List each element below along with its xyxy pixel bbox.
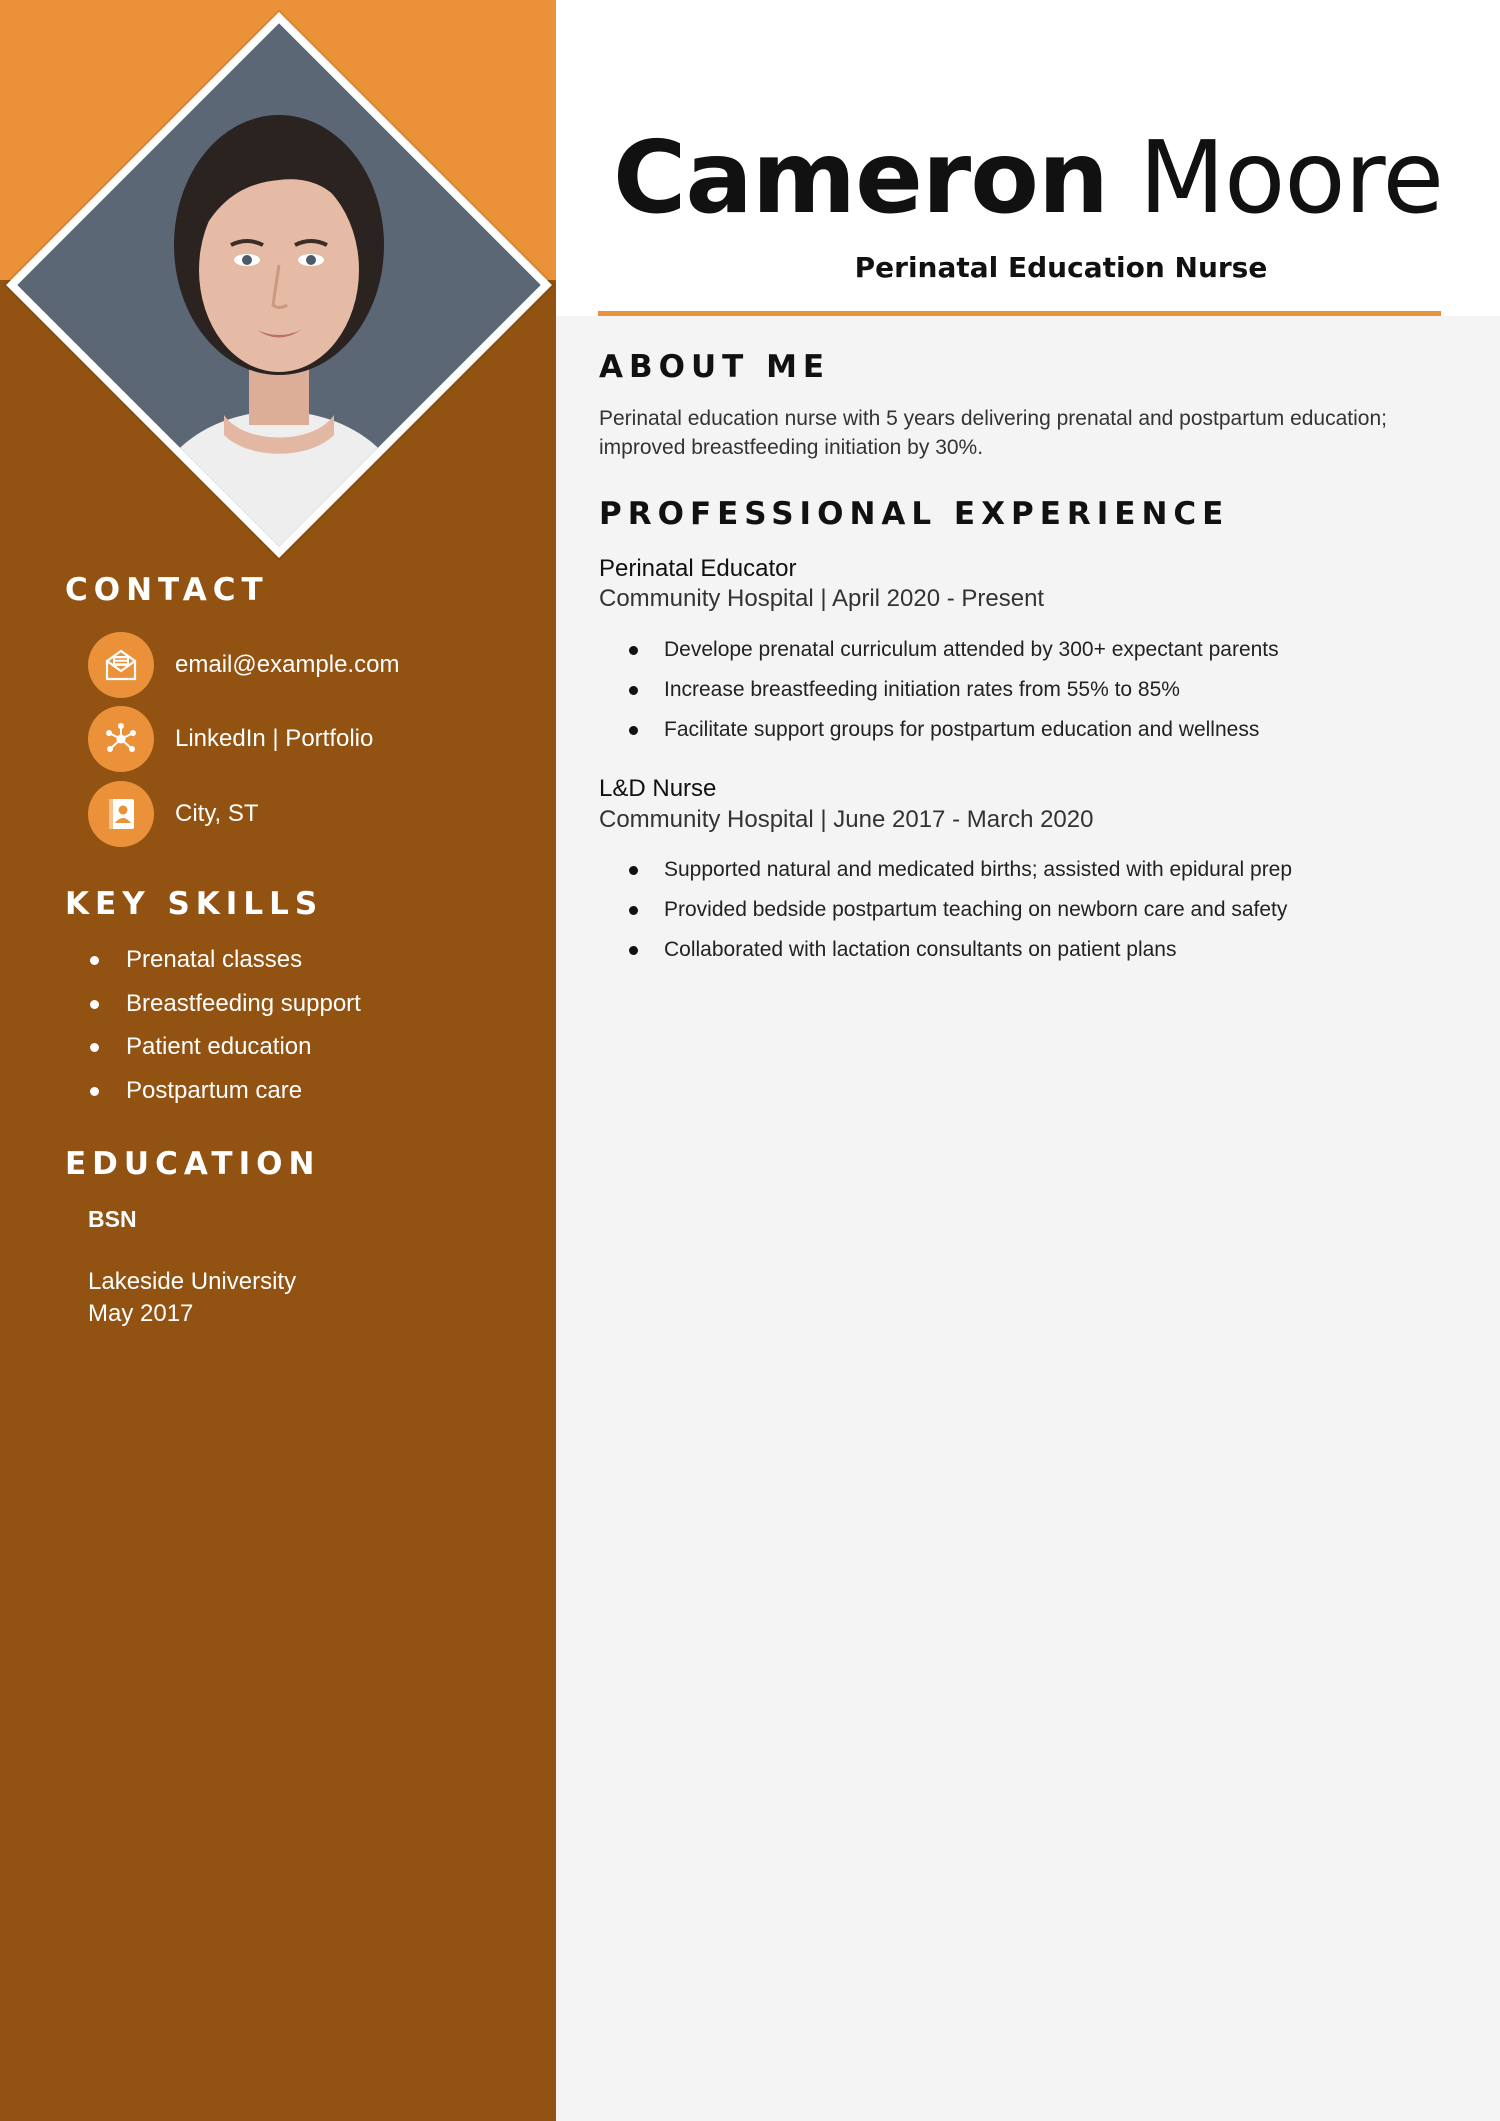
contact-heading: CONTACT: [65, 572, 269, 608]
network-icon: [88, 706, 154, 772]
linkedin-text: LinkedIn | Portfolio: [175, 725, 374, 752]
job-bullets: [629, 850, 1292, 970]
education-heading: EDUCATION: [65, 1146, 321, 1182]
first-name: Cameron: [613, 119, 1109, 236]
job-bullet: Provided bedside postpartum teaching on newborn care and safety: [629, 890, 1292, 930]
education-date: May 2017: [88, 1300, 194, 1327]
job-bullet: Increase breastfeeding initiation rates from 55% to 85%: [629, 670, 1279, 710]
job-title: L&D Nurse: [599, 775, 717, 802]
job-title: Perinatal Educator: [599, 555, 797, 582]
skills-list: [88, 940, 361, 1114]
job-bullet: Develope prenatal curriculum attended by 300+ expectant parents: [629, 630, 1279, 670]
job-bullet: Facilitate support groups for postpartum education and wellness: [629, 710, 1279, 750]
job-meta: Community Hospital | April 2020 - Present: [599, 585, 1045, 612]
about-text: Perinatal education nurse with 5 years delivering prenatal and postpartum education; improved breastfeeding initiation by 30%.: [599, 407, 1387, 459]
job-bullet: Supported natural and medicated births; assisted with epidural prep: [629, 850, 1292, 890]
job-title-subtitle: Perinatal Education Nurse: [854, 251, 1268, 284]
contact-location: [88, 781, 259, 847]
last-name: Moore: [1138, 119, 1443, 236]
education-degree: BSN: [88, 1206, 137, 1232]
envelope-icon: [88, 632, 154, 698]
skill-item: Patient education: [88, 1027, 361, 1071]
skill-item: Breastfeeding support: [88, 984, 361, 1028]
address-book-icon: [88, 781, 154, 847]
skills-heading: KEY SKILLS: [65, 886, 324, 922]
name-heading: [556, 119, 1500, 236]
education-school: Lakeside University: [88, 1268, 297, 1295]
skill-item: Prenatal classes: [88, 940, 361, 984]
job-bullets: [629, 630, 1279, 750]
location-text: City, ST: [175, 800, 259, 827]
job-meta: Community Hospital | June 2017 - March 2020: [599, 806, 1094, 833]
header-divider: [598, 311, 1441, 316]
experience-heading: PROFESSIONAL EXPERIENCE: [599, 496, 1230, 532]
contact-linkedin[interactable]: [88, 706, 373, 772]
contact-email[interactable]: [88, 632, 399, 698]
email-text: email@example.com: [175, 651, 400, 678]
about-heading: ABOUT ME: [599, 349, 831, 385]
job-bullet: Collaborated with lactation consultants on patient plans: [629, 930, 1292, 970]
skill-item: Postpartum care: [88, 1071, 361, 1115]
